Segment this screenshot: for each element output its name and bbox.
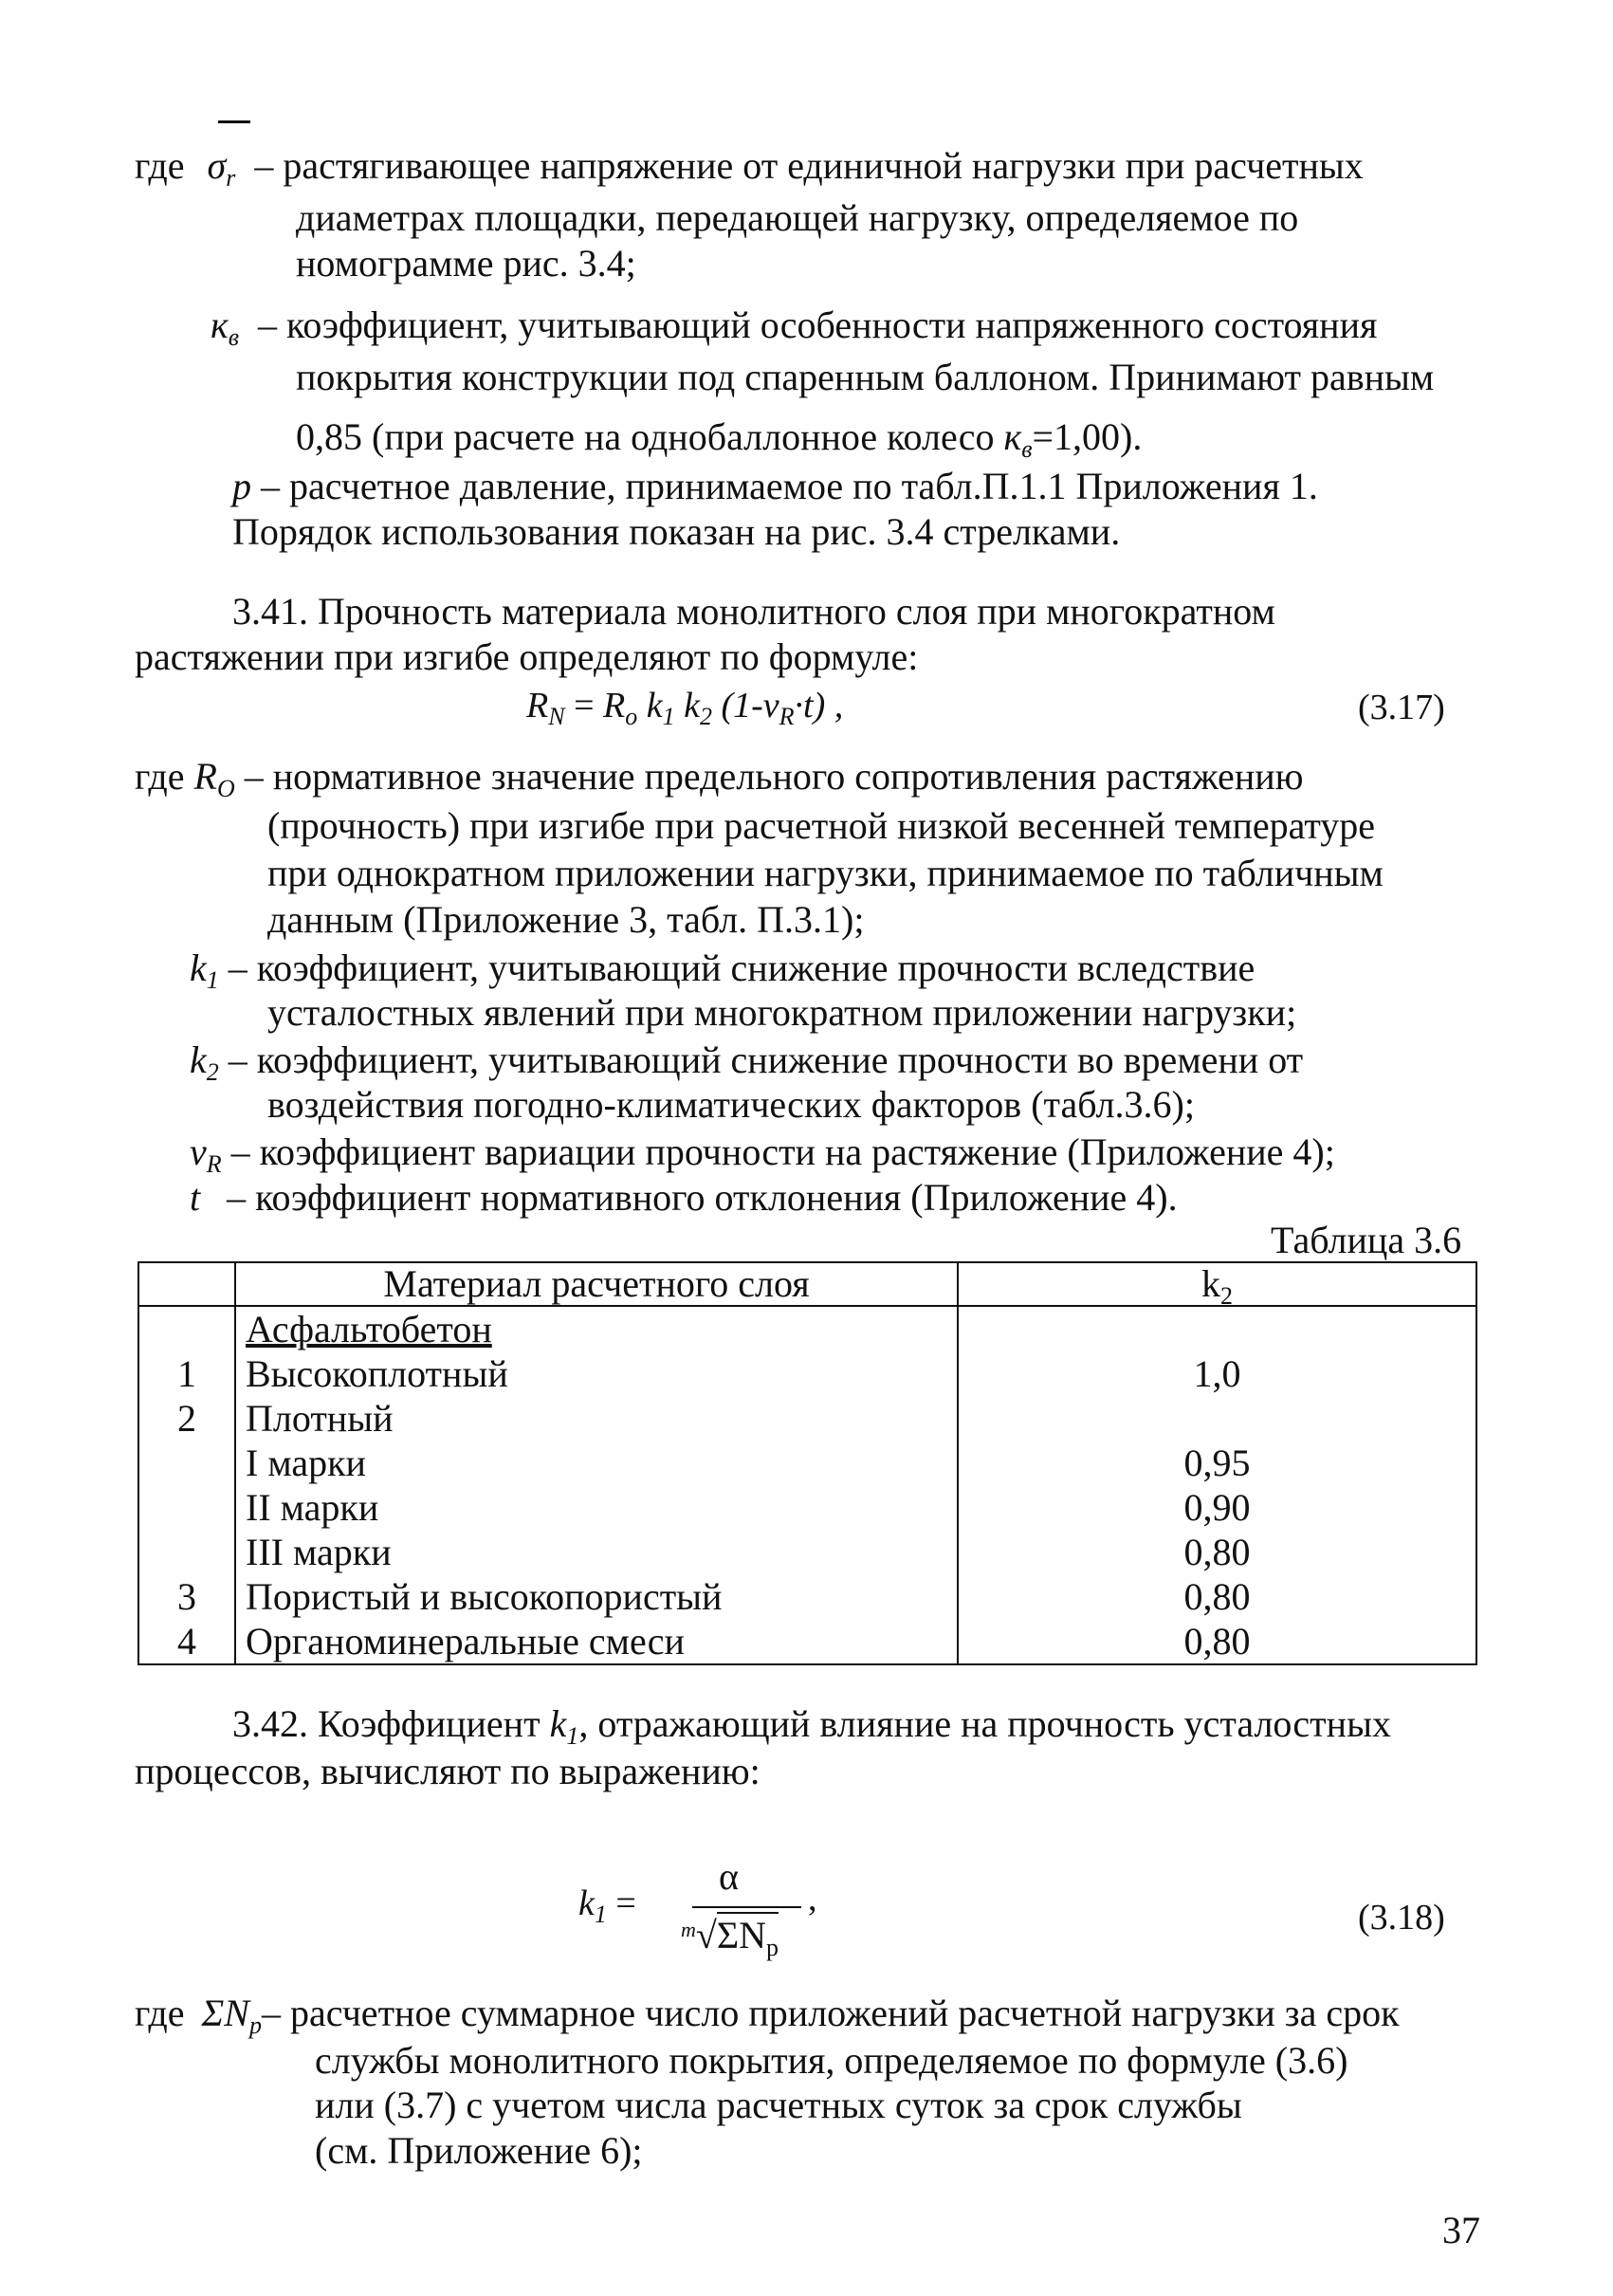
fraction-numerator: α	[719, 1855, 739, 1898]
kv-def-line3: 0,85 (при расчете на однобаллонное колесо $к_в=1,00$).	[296, 415, 1143, 463]
section-341-line1: 3.41. Прочность материала монолитного слоя при многократном	[232, 590, 1275, 633]
eq-number-3-17: (3.17)	[1358, 688, 1445, 727]
section-342-line2: процессов, вычисляют по выражению:	[135, 1750, 761, 1792]
k1-symbol: $k_1$	[190, 946, 219, 994]
r0-def-line4: данным (Приложение 3, табл. П.3.1);	[267, 898, 865, 941]
vr-symbol: $v_R$	[190, 1130, 222, 1178]
fraction-bar	[692, 1906, 801, 1908]
table-row: 4 Органоминеральные смеси 0,80	[138, 1619, 1476, 1664]
sigma-symbol: $\sigma_r$	[207, 144, 236, 192]
r0-def-line3: при однократном приложении нагрузки, принимаемое по табличным	[267, 852, 1384, 894]
table-header-row	[138, 1262, 1476, 1306]
k2-symbol: $k_2$	[190, 1038, 219, 1086]
sum-np-def-line1: где $\Sigma N_p-$ расчетное суммарное число приложений расчетной нагрузки за срок	[135, 1992, 1400, 2039]
table-row: 2 Плотный	[138, 1396, 1476, 1441]
table-row: I марки 0,95	[138, 1441, 1476, 1485]
table-caption: Таблица 3.6	[1271, 1219, 1462, 1261]
material-group-asphalt: Асфальтобетон	[235, 1306, 958, 1351]
formula-3-18-comma: ,	[808, 1879, 817, 1919]
table-row: II марки 0,90	[138, 1485, 1476, 1530]
k2-def-line1: $k_2$ – коэффициент, учитывающий снижение прочности во времени от	[190, 1038, 1304, 1086]
section-341-line2: растяжении при изгибе определяют по формуле:	[135, 635, 919, 678]
formula-3-18-lhs: $k_1$ =	[578, 1883, 636, 1928]
p-symbol: р	[232, 465, 251, 507]
formula-3-17: $R_N = R_o$ $k_1$ $k_2$ $(1-v_R\cdot t)$ ,	[526, 686, 844, 730]
sum-np-def-line2: службы монолитного покрытия, определяемое по формуле (3.6)	[315, 2039, 1348, 2082]
header-material: Материал расчетного слоя	[235, 1262, 958, 1306]
sigma-def-line1: – растягивающее напряжение от единичной нагрузки при расчетных	[254, 144, 1364, 187]
k1-def-line1: $k_1$ – коэффициент, учитывающий снижение прочности вследствие	[190, 946, 1256, 994]
where-label-1: где $\sigma_r$ – растягивающее напряжение от единичной нагрузки при расчетных	[135, 144, 1364, 192]
table-row: III марки 0,80	[138, 1530, 1476, 1574]
k2-table	[137, 1261, 1477, 1665]
t-symbol: t	[190, 1176, 201, 1219]
vr-def-line: $v_R$ – коэффициент вариации прочности на растяжение (Приложение 4);	[190, 1130, 1335, 1178]
formula-3-18-fraction	[664, 1854, 834, 1987]
kv-def-line2: покрытия конструкции под спаренным баллоном. Принимают равным	[296, 356, 1435, 398]
k1-inline-symbol: $k_1$	[549, 1702, 579, 1750]
sigma-overline	[218, 120, 250, 123]
fraction-denominator: $^m√\Sigma N_p$	[681, 1914, 779, 1961]
r0-def-line1: где $R_O$ – нормативное значение предельного сопротивления растяжению	[135, 755, 1304, 802]
table-row	[138, 1306, 1476, 1351]
r0-def-line2: (прочность) при изгибе при расчетной низкой весенней температуре	[267, 804, 1376, 847]
page-number: 37	[1442, 2209, 1480, 2251]
sum-np-def-line3: или (3.7) с учетом числа расчетных суток за срок службы	[315, 2084, 1242, 2126]
sum-np-symbol: $\Sigma N_p$	[201, 1992, 262, 2039]
sigma-def-line3: номограмме рис. 3.4;	[296, 242, 636, 285]
sigma-def-line2: диаметрах площадки, передающей нагрузку, определяемое по	[296, 196, 1299, 239]
t-def-line: t – коэффициент нормативного отклонения (Приложение 4).	[190, 1176, 1178, 1219]
order-line: Порядок использования показан на рис. 3.4 стрелками.	[232, 510, 1121, 553]
section-342-line1: 3.42. Коэффициент $k_1$, отражающий влияние на прочность усталостных	[232, 1702, 1391, 1750]
k1-def-line2: усталостных явлений при многократном приложении нагрузки;	[267, 991, 1297, 1034]
eq-number-3-18: (3.18)	[1358, 1898, 1445, 1938]
k2-def-line2: воздействия погодно-климатических факторов (табл.3.6);	[267, 1083, 1195, 1126]
kv-def-line1: $к_в$ – коэффициент, учитывающий особенности напряженного состояния	[211, 303, 1378, 351]
header-num-cell	[138, 1262, 235, 1306]
r0-symbol: $R_O$	[193, 755, 235, 802]
kv-symbol: $к_в$	[211, 303, 240, 351]
sum-np-def-line4: (см. Приложение 6);	[315, 2129, 643, 2172]
header-k2: $k_2$	[958, 1262, 1476, 1306]
table-row: 3 Пористый и высокопористый 0,80	[138, 1574, 1476, 1619]
p-def-line: р – расчетное давление, принимаемое по табл.П.1.1 Приложения 1.	[232, 465, 1318, 507]
table-row: 1 Высокоплотный 1,0	[138, 1351, 1476, 1396]
